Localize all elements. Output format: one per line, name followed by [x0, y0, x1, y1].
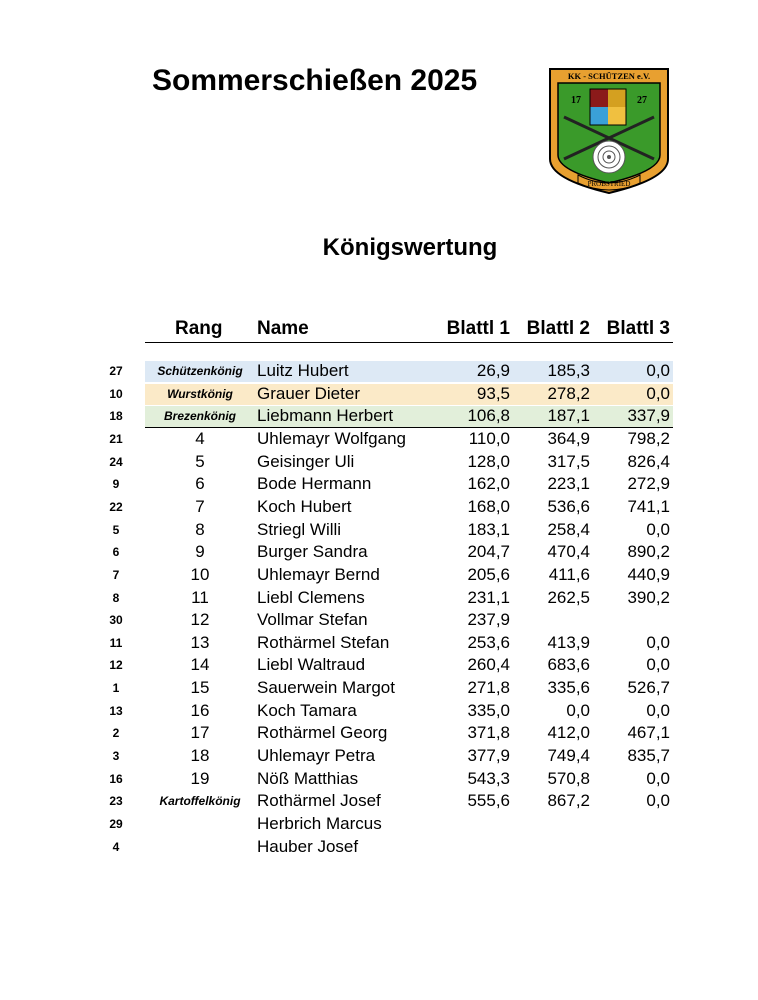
name-cell: Geisinger Uli — [257, 451, 355, 471]
start-number: 3 — [112, 749, 120, 764]
rank-cell: 9 — [195, 542, 205, 562]
rank-cell: 11 — [191, 587, 209, 607]
table-row — [0, 405, 758, 428]
rank-cell: 15 — [190, 678, 210, 698]
blattl-3-cell: 526,7 — [627, 678, 670, 698]
name-cell: Grauer Dieter — [257, 383, 360, 403]
name-cell: Striegl Willi — [257, 519, 342, 539]
blattl-2-cell: 187,1 — [547, 406, 590, 426]
blattl-2-cell: 749,4 — [547, 746, 590, 766]
blattl-2-cell: 413,9 — [547, 632, 590, 652]
rank-cell: 16 — [190, 700, 210, 720]
start-number: 9 — [112, 477, 120, 492]
start-number: 8 — [112, 590, 120, 605]
blattl-1-cell: 204,7 — [467, 542, 510, 562]
logo-top-text: KK - SCHÜTZEN e.V. — [567, 71, 651, 81]
rank-cell: 7 — [195, 496, 205, 516]
blattl-3-cell: 0,0 — [646, 768, 670, 788]
start-number: 27 — [109, 364, 123, 378]
column-header-name: Name — [257, 318, 309, 339]
table-row — [0, 790, 758, 813]
blattl-2-cell: 335,6 — [547, 678, 590, 698]
club-logo — [548, 67, 670, 195]
table-row — [0, 473, 758, 496]
blattl-1-cell: 93,5 — [476, 383, 510, 403]
blattl-3-cell: 835,7 — [627, 746, 670, 766]
blattl-3-cell: 390,2 — [627, 587, 670, 607]
blattl-2-cell: 536,6 — [547, 496, 590, 516]
name-cell: Koch Tamara — [257, 700, 357, 720]
blattl-1-cell: 260,4 — [467, 655, 510, 675]
blattl-2-cell: 412,0 — [547, 723, 590, 743]
start-number: 23 — [109, 794, 123, 809]
start-number: 16 — [109, 771, 123, 786]
blattl-3-cell: 337,9 — [627, 406, 670, 426]
blattl-1-cell: 26,9 — [476, 361, 510, 380]
blattl-3-cell: 467,1 — [627, 723, 670, 743]
name-cell: Rothärmel Josef — [257, 791, 381, 811]
blattl-1-cell: 183,1 — [467, 519, 510, 539]
rank-cell: 12 — [190, 610, 210, 630]
start-number: 4 — [112, 839, 120, 854]
table-row — [0, 428, 758, 451]
rank-cell: Wurstkönig — [167, 386, 233, 401]
rank-cell: 10 — [190, 564, 210, 584]
blattl-2-cell: 411,6 — [548, 564, 590, 584]
blattl-1-cell: 106,8 — [467, 406, 510, 426]
name-cell: Uhlemayr Wolfgang — [257, 428, 406, 448]
blattl-3-cell: 0,0 — [646, 791, 670, 811]
name-cell: Liebl Waltraud — [257, 655, 366, 675]
blattl-2-cell: 223,1 — [547, 474, 590, 494]
blattl-2-cell: 185,3 — [547, 361, 590, 380]
rank-cell: 8 — [195, 519, 205, 539]
section-title: Königswertung — [322, 234, 498, 261]
name-cell: Vollmar Stefan — [257, 610, 368, 630]
blattl-2-cell: 262,5 — [547, 587, 590, 607]
blattl-3-cell: 0,0 — [646, 519, 670, 539]
blattl-2-cell: 278,2 — [547, 383, 590, 403]
blattl-1-cell: 271,8 — [467, 678, 510, 698]
table-row — [0, 632, 758, 655]
blattl-1-cell: 237,9 — [467, 610, 510, 630]
table-row — [0, 700, 758, 723]
blattl-2-cell: 317,5 — [547, 451, 590, 471]
table-row — [0, 587, 758, 610]
rank-cell: 18 — [190, 746, 210, 766]
blattl-2-cell: 867,2 — [547, 791, 590, 811]
blattl-3-cell: 272,9 — [627, 474, 670, 494]
start-number: 2 — [112, 726, 120, 741]
table-row — [0, 768, 758, 791]
column-header-blattl-1: Blattl 1 — [446, 318, 510, 339]
logo-year-left: 17 — [571, 95, 581, 106]
rank-cell: 14 — [190, 655, 210, 675]
name-cell: Liebl Clemens — [257, 587, 365, 607]
blattl-1-cell: 543,3 — [467, 768, 510, 788]
blattl-1-cell: 555,6 — [467, 791, 510, 811]
name-cell: Nöß Matthias — [257, 768, 359, 788]
blattl-3-cell: 0,0 — [646, 383, 670, 403]
table-row — [0, 360, 758, 383]
blattl-1-cell: 128,0 — [467, 451, 510, 471]
start-number: 11 — [109, 635, 123, 650]
table-row — [0, 496, 758, 519]
name-cell: Luitz Hubert — [257, 361, 349, 380]
name-cell: Koch Hubert — [257, 496, 352, 516]
start-number: 18 — [109, 409, 123, 424]
blattl-2-cell: 258,4 — [547, 519, 590, 539]
table-row — [0, 519, 758, 542]
start-number: 24 — [109, 454, 123, 469]
table-row — [0, 609, 758, 632]
blattl-1-cell: 205,6 — [467, 564, 510, 584]
table-row — [0, 541, 758, 564]
name-cell: Burger Sandra — [257, 542, 368, 562]
table-row — [0, 677, 758, 700]
logo-bottom-text: PROBSTRIED — [587, 180, 631, 188]
blattl-1-cell: 168,0 — [467, 496, 510, 516]
blattl-1-cell: 335,0 — [467, 700, 510, 720]
blattl-1-cell: 162,0 — [467, 474, 510, 494]
blattl-3-cell: 826,4 — [627, 451, 670, 471]
table-row — [0, 722, 758, 745]
start-number: 13 — [109, 703, 123, 718]
rank-cell: 17 — [190, 723, 210, 743]
header-divider — [145, 342, 673, 343]
start-number: 7 — [112, 567, 120, 582]
table-row — [0, 564, 758, 587]
name-cell: Bode Hermann — [257, 474, 372, 494]
rank-cell: 6 — [195, 474, 205, 494]
name-cell: Rothärmel Stefan — [257, 632, 390, 652]
rank-cell: 4 — [195, 428, 205, 448]
blattl-2-cell: 364,9 — [547, 428, 590, 448]
rank-cell: 19 — [190, 768, 210, 788]
blattl-1-cell: 231,1 — [467, 587, 510, 607]
column-header-blattl-3: Blattl 3 — [606, 318, 670, 339]
blattl-2-cell: 470,4 — [547, 542, 590, 562]
name-cell: Sauerwein Margot — [257, 678, 395, 698]
blattl-1-cell: 253,6 — [467, 632, 510, 652]
start-number: 30 — [109, 613, 123, 628]
logo-year-right: 27 — [637, 95, 647, 106]
name-cell: Uhlemayr Petra — [257, 746, 376, 766]
table-row — [0, 654, 758, 677]
blattl-1-cell: 371,8 — [467, 723, 510, 743]
blattl-2-cell: 0,0 — [566, 700, 590, 720]
blattl-3-cell: 0,0 — [646, 700, 670, 720]
table-row — [0, 813, 758, 836]
blattl-3-cell: 0,0 — [646, 632, 670, 652]
start-number: 29 — [109, 817, 123, 831]
start-number: 6 — [112, 545, 120, 560]
blattl-1-cell: 377,9 — [467, 746, 510, 766]
name-cell: Herbrich Marcus — [257, 814, 382, 833]
table-row — [0, 745, 758, 768]
page-title: Sommerschießen 2025 — [152, 64, 478, 97]
table-row — [0, 383, 758, 406]
start-number: 21 — [109, 431, 123, 446]
rank-cell: Kartoffelkönig — [159, 794, 241, 809]
start-number: 10 — [109, 386, 123, 401]
table-row — [0, 451, 758, 474]
name-cell: Uhlemayr Bernd — [257, 564, 380, 584]
start-number: 12 — [109, 658, 123, 673]
blattl-2-cell: 683,6 — [547, 655, 590, 675]
blattl-3-cell: 741,1 — [627, 496, 670, 516]
rank-cell: 5 — [195, 451, 205, 471]
start-number: 22 — [109, 499, 123, 514]
blattl-3-cell: 890,2 — [627, 542, 670, 562]
name-cell: Hauber Josef — [257, 836, 359, 856]
name-cell: Liebmann Herbert — [257, 406, 394, 426]
column-header-blattl-2: Blattl 2 — [526, 318, 590, 339]
name-cell: Rothärmel Georg — [257, 723, 388, 743]
start-number: 5 — [112, 522, 120, 537]
blattl-1-cell: 110,0 — [468, 428, 510, 448]
rank-cell: Brezenkönig — [163, 409, 236, 424]
blattl-3-cell: 0,0 — [646, 361, 670, 380]
start-number: 1 — [112, 681, 120, 696]
blattl-3-cell: 440,9 — [627, 564, 670, 584]
rank-cell: 13 — [190, 632, 210, 652]
blattl-2-cell: 570,8 — [547, 768, 590, 788]
blattl-3-cell: 798,2 — [627, 428, 670, 448]
blattl-3-cell: 0,0 — [646, 655, 670, 675]
column-header-rank: Rang — [175, 318, 223, 339]
table-row — [0, 836, 758, 859]
rank-cell: Schützenkönig — [157, 364, 243, 378]
